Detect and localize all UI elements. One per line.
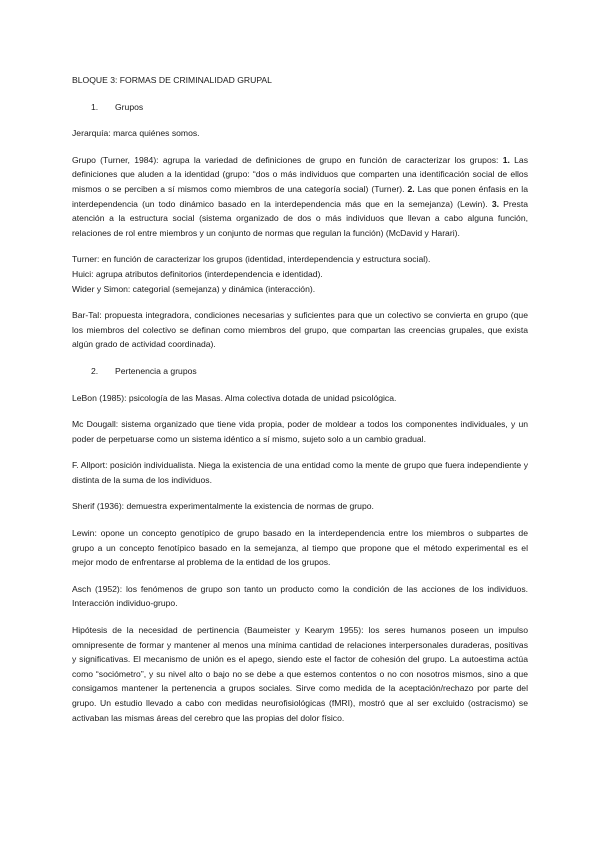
paragraph-lewin: Lewin: opone un concepto genotípico de grupo basado en la interdependencia entre los miembros o subpartes de grupo a un concepto fenotípico basado en la semejanza, al tiempo que propone que el método experimental es el mejor modo de enfrentarse al problema de la entidad de los grupos.: [72, 528, 528, 568]
section-heading-grupos: [72, 100, 528, 115]
definition-identity: Las definiciones que aluden a la identidad (grupo: “dos o más individuos que comparten una identificación social de ellos mismos o se perciben a sí mismos como miembros de una categoría social) (Turner).: [72, 154, 528, 194]
section-number: 2.: [91, 365, 99, 376]
section-heading-pertenencia: [72, 364, 528, 379]
list-number: 1.: [502, 154, 510, 165]
definition-interdependence: Las que ponen énfasis en la interdependencia (un todo dinámico basado en la interdependencia más que en la semejanza) (Lewin).: [72, 183, 528, 209]
paragraph-bar-tal: Bar-Tal: propuesta integradora, condiciones necesarias y suficientes para que un colectivo se convierta en grupo (que los miembros del colectivo se definan como miembros del grupo, que compartan las creencias grupales, que exista algún grado de actividad coordinada).: [72, 310, 528, 350]
paragraph-lebon: LeBon (1985): psicología de las Masas. Alma colectiva dotada de unidad psicológica.: [72, 392, 397, 403]
section-title: Pertenencia a grupos: [115, 365, 197, 376]
paragraph-mcdougall: Mc Dougall: sistema organizado que tiene vida propia, poder de moldear a todos los componentes individuales, y un poder de perpetuarse como un sistema idéntico a sí mismo, sujeto solo a un cambio gradual.: [72, 419, 528, 444]
paragraph-jerarquia: Jerarquía: marca quiénes somos.: [72, 128, 200, 139]
paragraph-allport: F. Allport: posición individualista. Niega la existencia de una entidad como la mente de grupo que fuera independiente y distinta de la suma de los individuos.: [72, 460, 528, 485]
section-number: 1.: [91, 101, 99, 112]
paragraph-grupo-turner: [72, 153, 528, 241]
line-wider-simon: Wider y Simon: categorial (semejanza) y dinámica (interacción).: [72, 283, 316, 294]
line-turner: Turner: en función de caracterizar los grupos (identidad, interdependencia y estructura social).: [72, 254, 431, 265]
section-title: Grupos: [115, 101, 144, 112]
paragraph-sherif: Sherif (1936): demuestra experimentalmente la existencia de normas de grupo.: [72, 501, 374, 512]
document-title: BLOQUE 3: FORMAS DE CRIMINALIDAD GRUPAL: [72, 75, 272, 85]
turner-lead: Grupo (Turner, 1984): agrupa la variedad de definiciones de grupo en función de caracterizar los grupos:: [72, 154, 503, 165]
paragraph-asch: Asch (1952): los fenómenos de grupo son tanto un producto como la condición de las acciones de los individuos. Interacción individuo-grupo.: [72, 583, 528, 609]
line-huici: Huici: agrupa atributos definitorios (interdependencia e identidad).: [72, 268, 323, 279]
list-number: 2.: [407, 183, 415, 194]
definition-structure: Presta atención a la estructura social (sistema organizado de dos o más individuos que llevan a cabo alguna función, relaciones de rol entre miembros y un conjunto de normas que regulan la función) (McDavid y Harari).: [72, 198, 528, 238]
paragraph-hipotesis: Hipótesis de la necesidad de pertinencia (Baumeister y Kearym 1955): los seres humanos poseen un impulso omnipresente de formar y mantener al menos una mínima cantidad de relaciones interpersonales duraderas, positivas y significativas. El mecanismo de unión es el apego, siendo este el factor de cohesión del grupo. La autoestima actúa como “sociómetro”, y su nivel alto o bajo no se debe a que estemos contentos o no con nosotros mismos, sino a que consigamos mantener la pertenencia a grupos sociales. Sirve como medida de la aceptación/rechazo por parte del grupo. Un estudio llevado a cabo con medidas neurofisiológicas (fMRI), mostró que al ser excluido (ostracismo) se activaban las mismas áreas del cerebro que las propias del dolor físico.: [72, 625, 528, 723]
list-number: 3.: [491, 198, 499, 209]
